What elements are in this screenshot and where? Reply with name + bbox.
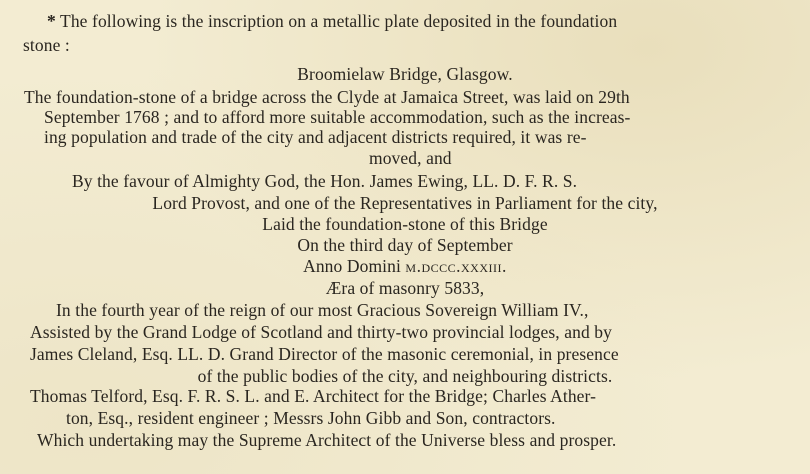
inscription-line: Laid the foundation-stone of this Bridge	[262, 214, 548, 234]
inscription-line: Assisted by the Grand Lodge of Scotland and thirty-two provincial lodges, and by	[30, 322, 612, 342]
footnote-line-1	[47, 11, 617, 31]
inscription-line: On the third day of September	[297, 235, 513, 255]
inscription-line: of the public bodies of the city, and neighbouring districts.	[197, 366, 613, 386]
inscription-line: By the favour of Almighty God, the Hon. James Ewing, LL. D. F. R. S.	[72, 171, 578, 191]
anno-year: m.dccc.xxxiii.	[405, 256, 507, 276]
inscription-line: The foundation-stone of a bridge across the Clyde at Jamaica Street, was laid on 29th	[24, 87, 630, 107]
inscription-line: ing population and trade of the city and adjacent districts required, it was re-	[44, 127, 587, 147]
inscription-line: Thomas Telford, Esq. F. R. S. L. and E. Architect for the Bridge; Charles Ather-	[30, 386, 597, 406]
inscription-line: Lord Provost, and one of the Representatives in Parliament for the city,	[152, 193, 658, 213]
inscription-line: ton, Esq., resident engineer ; Messrs John Gibb and Son, contractors.	[66, 408, 556, 428]
inscription-line: September 1768 ; and to afford more suitable accommodation, such as the increas-	[44, 107, 631, 127]
footnote-asterisk: *	[47, 11, 56, 31]
anno-domini-label: Anno Domini	[303, 256, 401, 276]
inscription-line: In the fourth year of the reign of our most Gracious Sovereign William IV.,	[56, 300, 589, 320]
inscription-line: Æra of masonry 5833,	[325, 278, 485, 298]
inscription-title: Broomielaw Bridge, Glasgow.	[297, 64, 513, 84]
inscription-line: James Cleland, Esq. LL. D. Grand Director of the masonic ceremonial, in presence	[30, 344, 619, 364]
footnote-text: The following is the inscription on a metallic plate deposited in the foundation	[60, 11, 618, 31]
footnote-line-2: stone :	[23, 35, 70, 55]
inscription-line: moved, and	[369, 148, 452, 168]
inscription-line: Which undertaking may the Supreme Architect of the Universe bless and prosper.	[37, 430, 617, 450]
inscription-anno-line	[0, 256, 810, 276]
